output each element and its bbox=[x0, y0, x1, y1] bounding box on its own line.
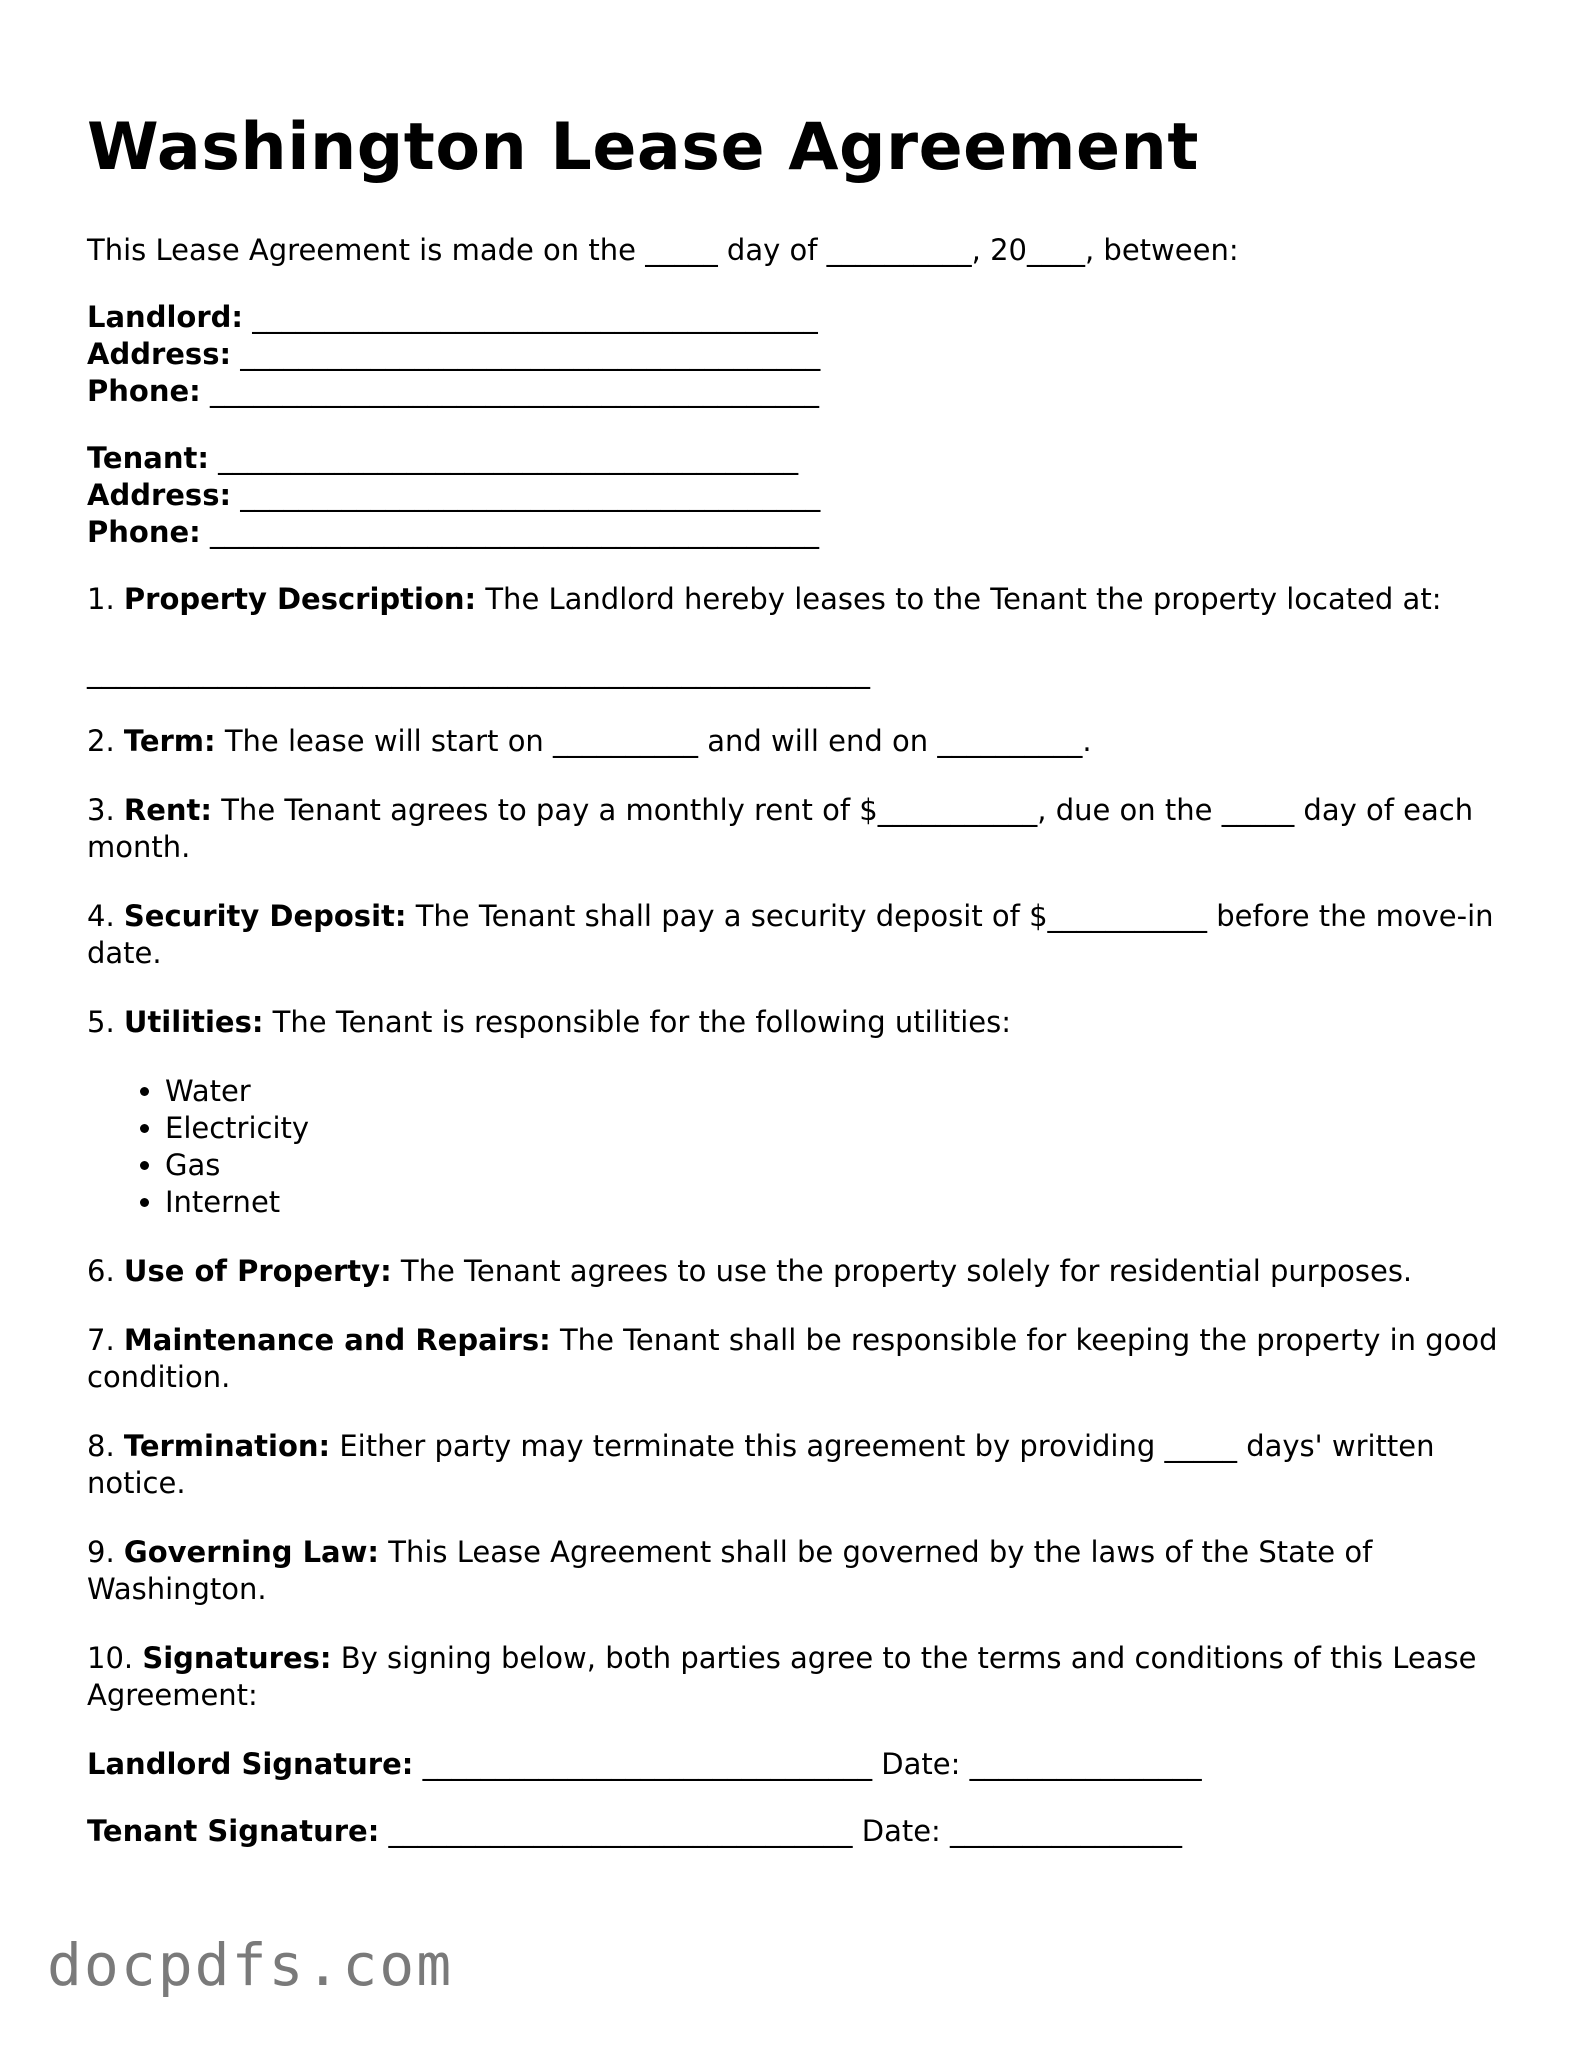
section-label: Utilities: bbox=[123, 1005, 264, 1039]
section-number: 4. bbox=[87, 899, 115, 933]
section-number: 10. bbox=[87, 1641, 134, 1675]
watermark-text: docpdfs.com bbox=[47, 1931, 454, 1999]
list-item: • Water bbox=[165, 1073, 1507, 1110]
section-label: Rent: bbox=[123, 793, 212, 827]
tenant-name-label: Tenant: bbox=[87, 441, 209, 475]
section-number: 2. bbox=[87, 724, 115, 758]
section-number: 3. bbox=[87, 793, 115, 827]
section-label: Governing Law: bbox=[123, 1535, 380, 1569]
section-text: The Landlord hereby leases to the Tenant the property located at: bbox=[485, 582, 1442, 616]
section-text: The Tenant agrees to pay a monthly rent of $___________, due on the _____ day of each month. bbox=[87, 793, 1474, 864]
section-use-of-property bbox=[87, 1253, 1507, 1290]
section-text: The Tenant shall pay a security deposit of $___________ before the move-in date. bbox=[87, 899, 1494, 970]
document-title: Washington Lease Agreement bbox=[87, 110, 1199, 185]
list-item: • Gas bbox=[165, 1147, 1507, 1184]
landlord-signature-row bbox=[87, 1746, 1507, 1783]
tenant-date-label: Date: bbox=[861, 1814, 941, 1848]
tenant-date-blank[interactable]: ________________ bbox=[950, 1814, 1183, 1848]
utilities-list bbox=[87, 1073, 1507, 1221]
section-rent bbox=[87, 792, 1507, 866]
landlord-name-label: Landlord: bbox=[87, 300, 243, 334]
section-termination bbox=[87, 1428, 1507, 1502]
section-text: Either party may terminate this agreement by providing _____ days' written notice. bbox=[87, 1429, 1435, 1500]
section-text: The lease will start on __________ and will end on __________. bbox=[224, 724, 1092, 758]
list-item: • Internet bbox=[165, 1184, 1507, 1221]
section-label: Use of Property: bbox=[123, 1254, 392, 1288]
section-term bbox=[87, 723, 1507, 760]
tenant-signature-row bbox=[87, 1813, 1507, 1850]
tenant-info bbox=[87, 440, 1507, 551]
section-text: By signing below, both parties agree to the terms and conditions of this Lease Agreement: bbox=[87, 1641, 1477, 1712]
tenant-signature-blank[interactable]: ________________________________ bbox=[388, 1814, 853, 1848]
tenant-name-blank[interactable]: ________________________________________ bbox=[218, 441, 799, 475]
section-number: 9. bbox=[87, 1535, 115, 1569]
section-text: The Tenant is responsible for the following utilities: bbox=[272, 1005, 1011, 1039]
section-text: The Tenant agrees to use the property solely for residential purposes. bbox=[400, 1254, 1413, 1288]
section-maintenance bbox=[87, 1322, 1507, 1396]
tenant-address-blank[interactable]: ________________________________________ bbox=[240, 478, 821, 512]
section-security-deposit bbox=[87, 898, 1507, 972]
landlord-address-blank[interactable]: ________________________________________ bbox=[240, 337, 821, 371]
landlord-date-blank[interactable]: ________________ bbox=[969, 1747, 1202, 1781]
section-number: 7. bbox=[87, 1323, 115, 1357]
section-number: 8. bbox=[87, 1429, 115, 1463]
list-item: • Electricity bbox=[165, 1110, 1507, 1147]
section-property bbox=[87, 581, 1507, 618]
landlord-info bbox=[87, 299, 1507, 410]
tenant-signature-label: Tenant Signature: bbox=[87, 1814, 380, 1848]
section-number: 5. bbox=[87, 1005, 115, 1039]
section-label: Security Deposit: bbox=[123, 899, 407, 933]
section-utilities bbox=[87, 1004, 1507, 1041]
tenant-address-label: Address: bbox=[87, 478, 232, 512]
landlord-name-blank[interactable]: _______________________________________ bbox=[252, 300, 818, 334]
section-label: Maintenance and Repairs: bbox=[123, 1323, 551, 1357]
section-label: Termination: bbox=[123, 1429, 331, 1463]
section-label: Property Description: bbox=[123, 582, 477, 616]
section-number: 1. bbox=[87, 582, 115, 616]
section-text: The Tenant shall be responsible for keeping the property in good condition. bbox=[87, 1323, 1498, 1394]
landlord-date-label: Date: bbox=[881, 1747, 961, 1781]
property-address-blank[interactable]: ______________________________________________________ bbox=[87, 655, 870, 689]
landlord-phone-label: Phone: bbox=[87, 374, 201, 408]
landlord-signature-label: Landlord Signature: bbox=[87, 1747, 414, 1781]
lease-document bbox=[87, 108, 1507, 1880]
section-text: This Lease Agreement shall be governed by the laws of the State of Washington. bbox=[87, 1535, 1373, 1606]
intro-text: This Lease Agreement is made on the _____ day of __________, 20____, between: bbox=[87, 233, 1239, 267]
tenant-phone-blank[interactable]: __________________________________________ bbox=[209, 515, 819, 549]
section-number: 6. bbox=[87, 1254, 115, 1288]
section-label: Signatures: bbox=[142, 1641, 332, 1675]
landlord-phone-blank[interactable]: __________________________________________ bbox=[209, 374, 819, 408]
section-label: Term: bbox=[123, 724, 216, 758]
tenant-phone-label: Phone: bbox=[87, 515, 201, 549]
landlord-signature-blank[interactable]: _______________________________ bbox=[422, 1747, 873, 1781]
section-signatures bbox=[87, 1640, 1507, 1714]
section-governing-law bbox=[87, 1534, 1507, 1608]
landlord-address-label: Address: bbox=[87, 337, 232, 371]
